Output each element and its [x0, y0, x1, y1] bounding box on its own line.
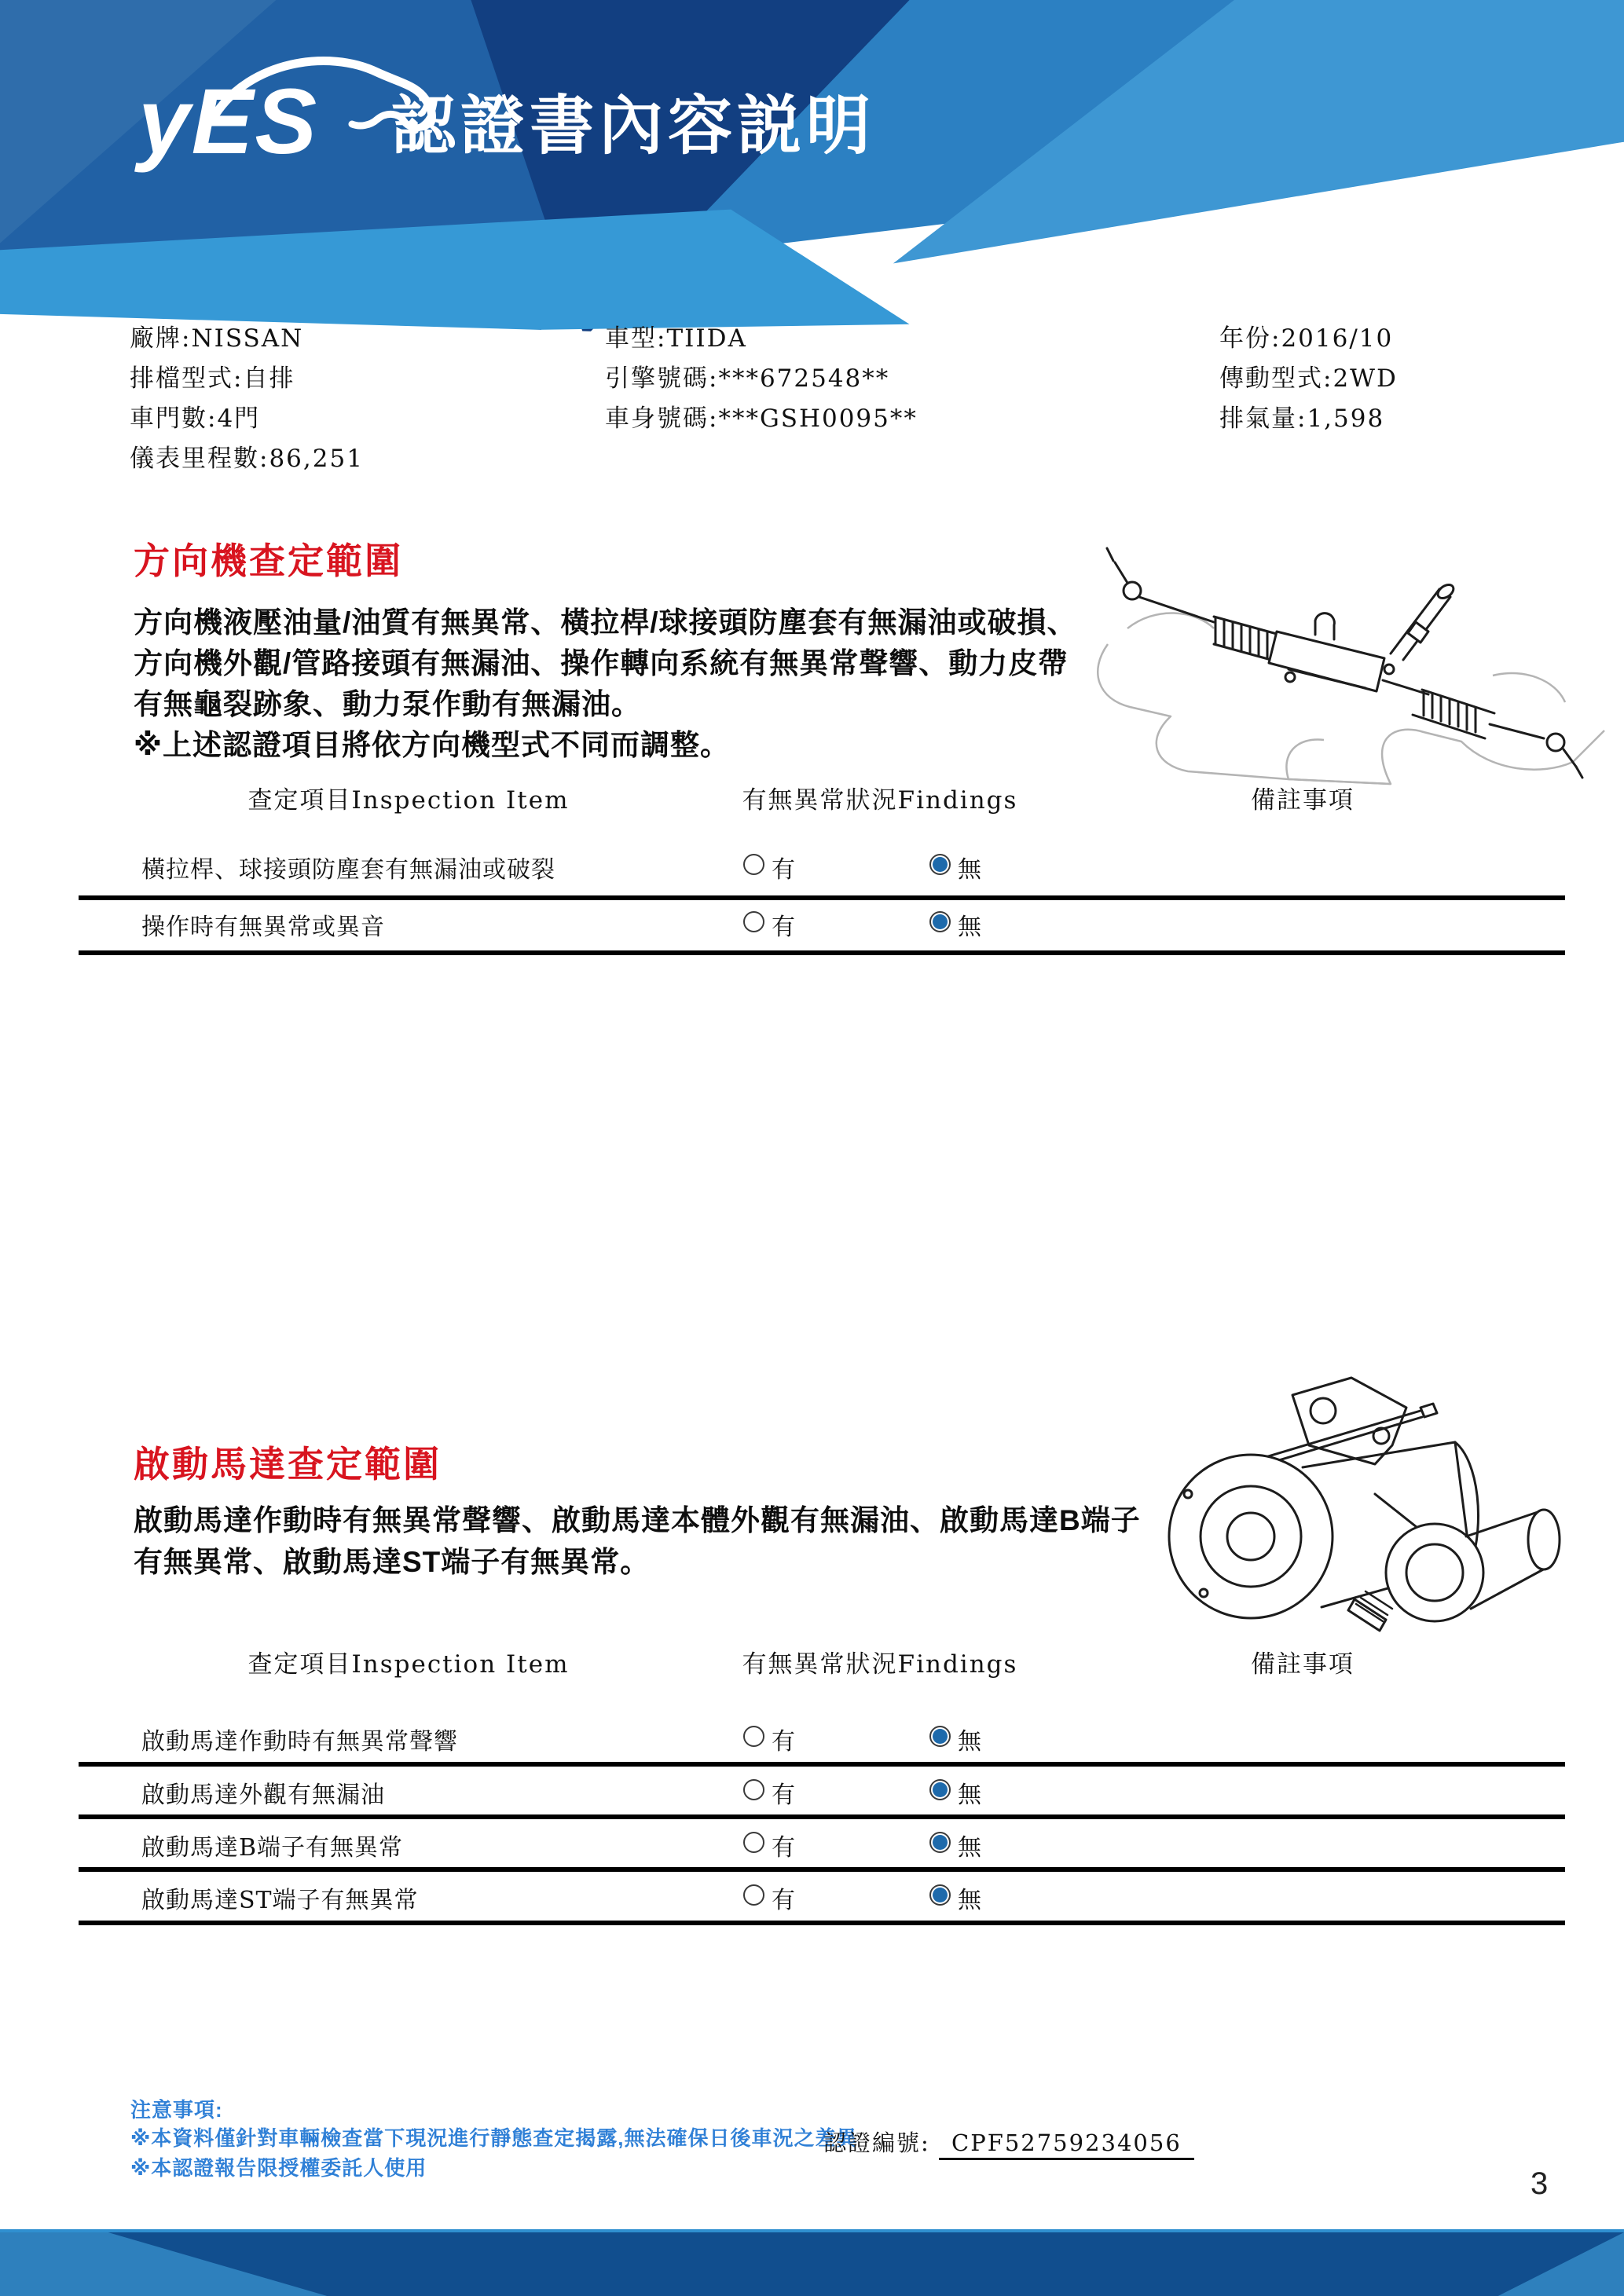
table-row — [79, 1722, 1565, 1760]
inspection-item-label: 啟動馬達作動時有無異常聲響 — [141, 1728, 458, 1756]
radio-no-checked[interactable] — [929, 911, 951, 932]
column-header-notes: 備註事項 — [1251, 786, 1355, 815]
steering-desc-line: ※上述認證項目將依方向機型式不同而調整。 — [134, 729, 730, 761]
starter-motor-illustration — [1116, 1367, 1587, 1669]
radio-dot — [933, 857, 948, 872]
table-row — [79, 1880, 1565, 1918]
vehicle-info-vin: 車身號碼:***GSH0095** — [605, 405, 918, 433]
column-header-inspection-item: 查定項目Inspection Item — [247, 786, 570, 815]
radio-yes-unchecked[interactable] — [743, 911, 764, 932]
radio-dot — [933, 914, 948, 929]
vehicle-info-brand: 廠牌:NISSAN — [130, 324, 304, 353]
section-title-starter: 啟動馬達查定範圍 — [134, 1444, 442, 1485]
vehicle-info-year: 年份:2016/10 — [1219, 324, 1394, 353]
page-number: 3 — [1531, 2166, 1549, 2201]
certificate-number-row — [823, 2126, 1194, 2158]
column-header-findings: 有無異常狀況Findings — [742, 786, 1018, 815]
table-divider — [79, 1814, 1565, 1819]
table-row — [79, 1775, 1565, 1813]
starter-desc-line: 有無異常、啟動馬達ST端子有無異常。 — [134, 1546, 651, 1578]
radio-yes-unchecked[interactable] — [743, 1884, 764, 1906]
radio-no-label: 無 — [958, 1728, 981, 1756]
radio-no-checked[interactable] — [929, 1884, 951, 1906]
vehicle-info-model: 車型:TIIDA — [605, 324, 747, 353]
radio-no-checked[interactable] — [929, 1779, 951, 1800]
column-header-inspection-item: 查定項目Inspection Item — [247, 1650, 570, 1679]
table-row — [79, 1828, 1565, 1866]
radio-dot — [933, 1782, 948, 1797]
vehicle-info-drivetrain: 傳動型式:2WD — [1219, 364, 1398, 393]
radio-yes-label: 有 — [772, 914, 795, 941]
radio-yes-unchecked[interactable] — [743, 1779, 764, 1800]
inspection-item-label: 啟動馬達B端子有無異常 — [141, 1834, 404, 1862]
radio-no-label: 無 — [958, 1834, 981, 1862]
steering-desc-line: 方向機液壓油量/油質有無異常、橫拉桿/球接頭防塵套有無漏油或破損、 — [134, 606, 1077, 639]
radio-yes-label: 有 — [772, 1782, 795, 1809]
steering-gear-illustration — [1053, 534, 1619, 793]
column-header-notes: 備註事項 — [1251, 1650, 1355, 1679]
notice-line: ※本資料僅針對車輛檢查當下現況進行靜態查定揭露,無法確保日後車況之差異 — [130, 2126, 858, 2150]
table-divider — [79, 1921, 1565, 1925]
certificate-number-value: CPF52759234056 — [939, 2129, 1194, 2160]
table-divider — [79, 1762, 1565, 1767]
radio-no-label: 無 — [958, 1782, 981, 1809]
header-banner — [0, 0, 1624, 338]
radio-yes-label: 有 — [772, 1834, 795, 1862]
inspection-item-label: 橫拉桿、球接頭防塵套有無漏油或破裂 — [141, 856, 555, 884]
vehicle-info-mileage: 儀表里程數:86,251 — [130, 445, 364, 473]
section-title-steering: 方向機查定範圍 — [134, 540, 403, 581]
radio-dot — [933, 1888, 948, 1902]
vehicle-info-displacement: 排氣量:1,598 — [1219, 405, 1385, 433]
radio-yes-unchecked[interactable] — [743, 1832, 764, 1853]
radio-dot — [933, 1835, 948, 1850]
radio-no-label: 無 — [958, 1887, 981, 1914]
footer-bar-right-triangle — [1414, 2232, 1624, 2296]
radio-no-checked[interactable] — [929, 854, 951, 875]
notice-title: 注意事項: — [130, 2098, 223, 2122]
vehicle-info-transmission: 排檔型式:自排 — [130, 364, 295, 393]
radio-no-label: 無 — [958, 856, 981, 884]
table-divider — [79, 950, 1565, 955]
inspection-item-label: 啟動馬達ST端子有無異常 — [141, 1887, 419, 1914]
radio-no-checked[interactable] — [929, 1832, 951, 1853]
footer-bar-left-triangle — [0, 2232, 338, 2296]
notice-line: ※本認證報告限授權委託人使用 — [130, 2156, 427, 2180]
page-title: 認證書內容説明 — [391, 90, 876, 162]
steering-desc-line: 有無龜裂跡象、動力泵作動有無漏油。 — [134, 688, 641, 720]
vehicle-info-engine-no: 引擎號碼:***672548** — [605, 364, 890, 393]
radio-yes-unchecked[interactable] — [743, 854, 764, 875]
steering-desc-line: 方向機外觀/管路接頭有無漏油、操作轉向系統有無異常聲響、動力皮帶 — [134, 647, 1069, 679]
table-divider — [79, 895, 1565, 900]
starter-desc-line: 啟動馬達作動時有無異常聲響、啟動馬達本體外觀有無漏油、啟動馬達B端子 — [134, 1504, 1141, 1536]
yes-logo-text: yES — [138, 70, 319, 174]
radio-dot — [933, 1729, 948, 1744]
certificate-number-label: 認證編號: — [823, 2129, 930, 2156]
inspection-item-label: 操作時有無異常或異音 — [141, 914, 385, 941]
footer-bar — [0, 2229, 1624, 2296]
table-row — [79, 850, 1565, 888]
column-header-findings: 有無異常狀況Findings — [742, 1650, 1018, 1679]
radio-no-label: 無 — [958, 914, 981, 941]
inspection-item-label: 啟動馬達外觀有無漏油 — [141, 1782, 385, 1809]
radio-yes-label: 有 — [772, 1887, 795, 1914]
table-divider — [79, 1867, 1565, 1872]
radio-yes-unchecked[interactable] — [743, 1726, 764, 1747]
radio-no-checked[interactable] — [929, 1726, 951, 1747]
radio-yes-label: 有 — [772, 856, 795, 884]
vehicle-info-doors: 車門數:4門 — [130, 405, 261, 433]
radio-yes-label: 有 — [772, 1728, 795, 1756]
table-row — [79, 907, 1565, 945]
